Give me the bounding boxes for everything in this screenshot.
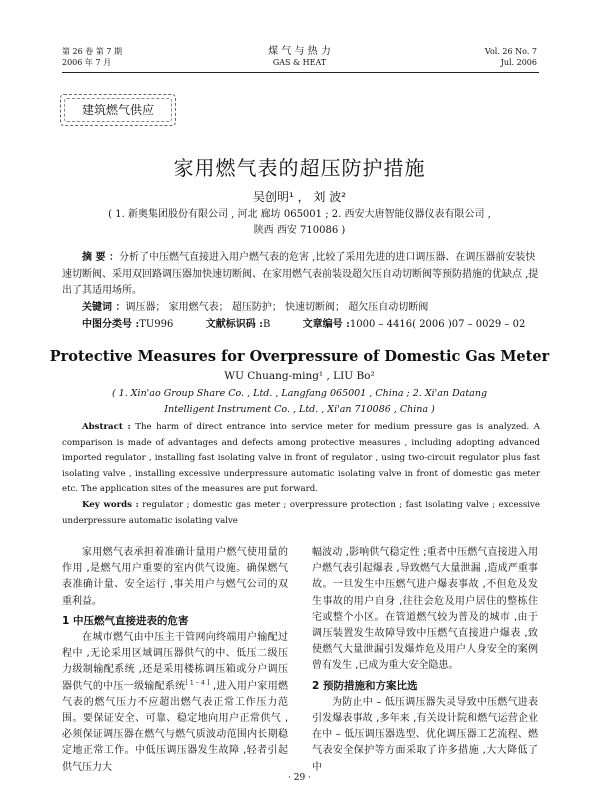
- keywords-en-label: Key words :: [82, 500, 139, 510]
- abstract-en: [62, 420, 540, 498]
- header-rule: [62, 72, 539, 73]
- journal-name-zh: 煤 气 与 热 力: [268, 46, 331, 57]
- abstract-en-label: Abstract :: [82, 422, 131, 432]
- authors-zh: 吴创明¹ ， 刘 波²: [252, 190, 347, 204]
- body-text: ,进入用户家用燃气表的燃气压力不应超出燃气表正常工作压力范围。要保证安全、可靠、稳定地向用户正常供气 ,必须保证调压器在燃气与燃气质波动范围内长期稳定地正常工作。中低压调压器发生故障 ,轻者引起供气压力大: [62, 680, 288, 773]
- article-no-label: 文章编号 :: [302, 319, 350, 330]
- body-column-right: [312, 545, 538, 776]
- section-heading-1: 1 中压燃气直接进表的危害: [62, 614, 189, 627]
- classification-line: [62, 317, 560, 334]
- page-number: · 29 ·: [288, 773, 311, 783]
- section-heading-2: 2 预防措施和方案比选: [312, 679, 418, 692]
- section-label-box: [60, 94, 176, 126]
- header-date: 2006 年 7 月: [62, 58, 112, 67]
- affiliation-zh-line2: 陕西 西安 710086 ): [253, 225, 346, 236]
- abstract-zh-text: 分析了中压燃气直接进入用户燃气表的危害 ,比较了采用先进的进口调压器、在调压器前安装快速切断阀、采用双回路调压器加快速切断阀、在家用燃气表前装设超欠压自动切断阀等预防措施的优缺点 ,提出了其适用场所。: [62, 252, 539, 296]
- section-label: 建筑燃气供应: [81, 103, 154, 117]
- affiliation-zh-line1: ( 1. 新奥集团股份有限公司 , 河北 廊坊 065001 ; 2. 西安大唐智能仪器仪表有限公司 ,: [108, 209, 491, 220]
- article-no-value: 1000 – 4416( 2006 )07 – 0029 – 02: [349, 319, 526, 330]
- citation-ref: [ 1 – 4 ]: [185, 679, 210, 687]
- abstract-en-text: The harm of direct entrance into service meter for medium pressure gas is analyzed. A comparison is made of advantages and defects among protective measures , including adopting advanced imported regulator , installing fast isolating valve in front of regulator , using two-circuit regulator plus fast isolating valve , installing excessive underpressure automatic isolating valve in front of domestic gas meter etc. The application sites of the measures are put forward.: [62, 422, 540, 494]
- body-text: 在城市燃气由中压主干管网向终端用户输配过程中 ,无论采用区域调压器供气的中、低压二级压力级制输配系统 ,还是采用楼栋调压箱或分户调压器供气的中压一级输配系统: [62, 632, 288, 692]
- abstract-zh-label: 摘 要 ：: [82, 252, 119, 263]
- clc-value: TU996: [139, 319, 174, 330]
- body-paragraph: 幅波动 ,影响供气稳定性 ;重者中压燃气直接进入用户燃气表引起爆表 ,导致燃气大量泄漏 ,造成严重事故。一旦发生中压燃气进户爆表事故 ,不但危及发生事故的用户自身 ,往往会危及用户居住的整栋住宅或整个小区。在管道燃气较为普及的城市 ,由于调压装置发生故障导致中压燃气直接进户爆表 ,致使燃气大量泄漏引发爆炸危及用户人身安全的案例曾有发生 ,已成为重大安全隐患。: [312, 547, 538, 672]
- journal-name-en: GAS & HEAT: [272, 58, 327, 67]
- doc-code-label: 文献标识码 :: [205, 319, 263, 330]
- title-en: Protective Measures for Overpressure of Domestic Gas Meter: [49, 348, 550, 365]
- body-paragraph: [62, 630, 288, 776]
- keywords-zh-label: 关键词 ：: [82, 302, 126, 313]
- doc-code-value: B: [262, 319, 271, 330]
- body-paragraph: 为防止中 – 低压调压器失灵导致中压燃气进表引发爆表事故 ,多年来 ,有关设计院和燃气运营企业在中 – 低压调压器选型、优化调压器工艺流程、燃气表安全保护等方面采取了许多措施 ,大大降低了中: [312, 696, 538, 773]
- journal-volume-en: [485, 46, 537, 68]
- keywords-zh: [62, 300, 560, 317]
- keywords-en: [62, 498, 540, 529]
- body-paragraph: 家用燃气表承担着准确计量用户燃气使用量的作用 ,是燃气用户重要的室内供气设施。确保燃气表准确计量、安全运行 ,事关用户与燃气公司的双重利益。: [62, 547, 288, 607]
- body-column-left: [62, 545, 288, 776]
- header-date-en: Jul. 2006: [500, 58, 537, 67]
- affiliation-en-line1: ( 1. Xin'ao Group Share Co. , Ltd. , Langfang 065001 , China ; 2. Xi'an Datang: [111, 388, 488, 399]
- clc-label: 中图分类号 :: [82, 319, 140, 330]
- keywords-zh-text: 调压器； 家用燃气表； 超压防护； 快速切断阀； 超欠压自动切断阀: [125, 302, 429, 313]
- affiliation-en-line2: Intelligent Instrument Co. , Ltd. , Xi'an 710086 , China ): [164, 404, 435, 415]
- authors-en: WU Chuang-ming¹ , LIU Bo²: [224, 370, 375, 382]
- header-volume-en: Vol. 26 No. 7: [484, 47, 537, 56]
- abstract-zh: [62, 250, 540, 300]
- keywords-en-text: regulator ; domestic gas meter ; overpressure protection ; fast isolating valve ; excessive underpressure automatic isolating valve: [62, 500, 540, 526]
- title-zh: 家用燃气表的超压防护措施: [173, 156, 426, 180]
- header-volume: 第 26 卷 第 7 期: [62, 47, 122, 56]
